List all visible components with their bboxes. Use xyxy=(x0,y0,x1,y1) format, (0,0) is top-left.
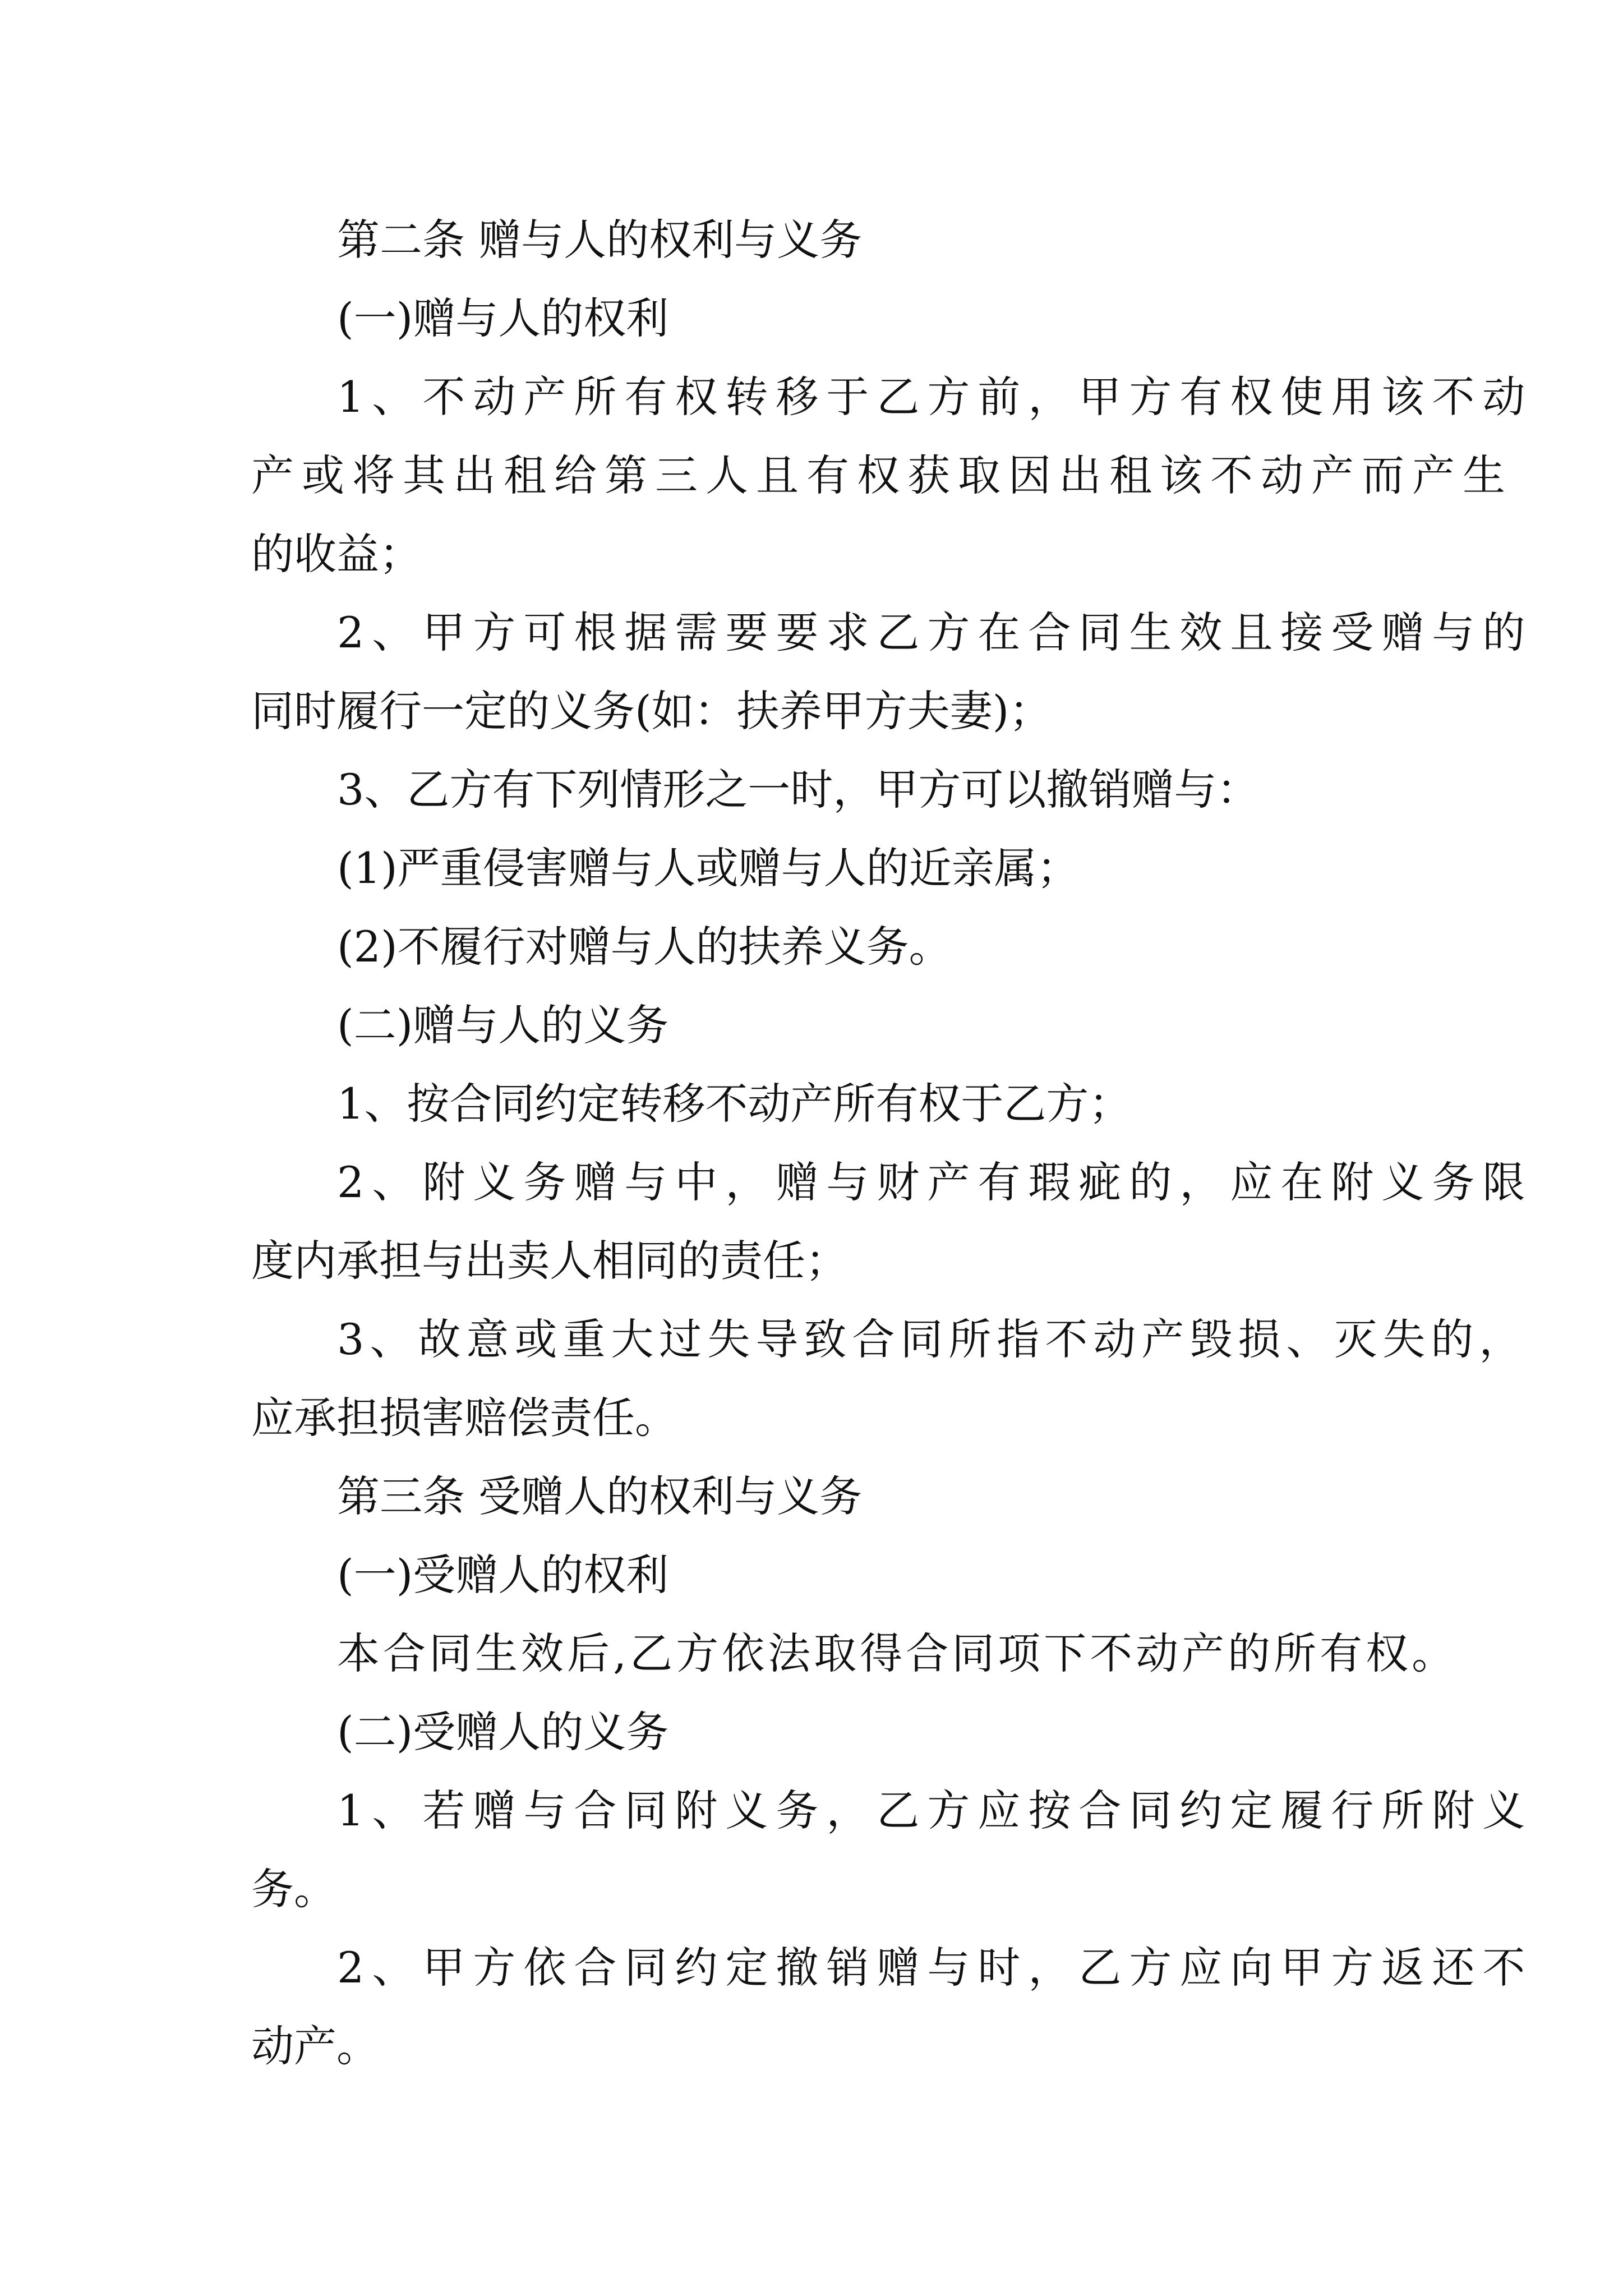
donor-right-1-line-1: 1、不动产所有权转移于乙方前，甲方有权使用该不动 xyxy=(337,372,1533,422)
donee-duty-1-line-2: 务。 xyxy=(251,1864,336,1914)
donor-duty-2-line-1: 2、附义务赠与中，赠与财产有瑕疵的，应在附义务限 xyxy=(337,1157,1533,1207)
section-donee-duties-heading: (二)受赠人的义务 xyxy=(337,1707,669,1757)
donor-duty-3-line-2: 应承担损害赔偿责任。 xyxy=(251,1393,677,1443)
donor-right-2-line-1: 2、甲方可根据需要要求乙方在合同生效且接受赠与的 xyxy=(337,608,1533,657)
section-donor-rights-heading: (一)赠与人的权利 xyxy=(337,293,669,343)
donor-right-1-line-2: 产或将其出租给第三人且有权获取因出租该不动产而产生 xyxy=(251,450,1513,500)
donor-right-3-item-1: (1)严重侵害赠与人或赠与人的近亲属； xyxy=(337,843,1080,893)
donee-right-text: 本合同生效后,乙方依法取得合同项下不动产的所有权。 xyxy=(337,1628,1458,1678)
article-2-heading: 第二条 赠与人的权利与义务 xyxy=(337,215,863,265)
donor-right-3: 3、乙方有下列情形之一时，甲方可以撤销赠与： xyxy=(337,765,1260,815)
donee-duty-2-line-2: 动产。 xyxy=(251,2021,379,2071)
section-donee-rights-heading: (一)受赠人的权利 xyxy=(337,1550,669,1600)
donee-duty-1-line-1: 1、若赠与合同附义务，乙方应按合同约定履行所附义 xyxy=(337,1786,1533,1835)
donee-duty-2-line-1: 2、甲方依合同约定撤销赠与时，乙方应向甲方返还不 xyxy=(337,1943,1533,1993)
donor-right-3-item-2: (2)不履行对赠与人的扶养义务。 xyxy=(337,922,952,972)
donor-duty-3-line-1: 3、故意或重大过失导致合同所指不动产毁损、灭失的， xyxy=(337,1314,1528,1364)
donor-right-1-line-3: 的收益； xyxy=(251,529,422,579)
donor-right-2-line-2: 同时履行一定的义务(如：扶养甲方夫妻)； xyxy=(251,686,1052,736)
section-donor-duties-heading: (二)赠与人的义务 xyxy=(337,1000,669,1050)
donor-duty-1: 1、按合同约定转移不动产所有权于乙方； xyxy=(337,1079,1132,1129)
article-3-heading: 第三条 受赠人的权利与义务 xyxy=(337,1471,863,1521)
donor-duty-2-line-2: 度内承担与出卖人相同的责任； xyxy=(251,1236,848,1286)
